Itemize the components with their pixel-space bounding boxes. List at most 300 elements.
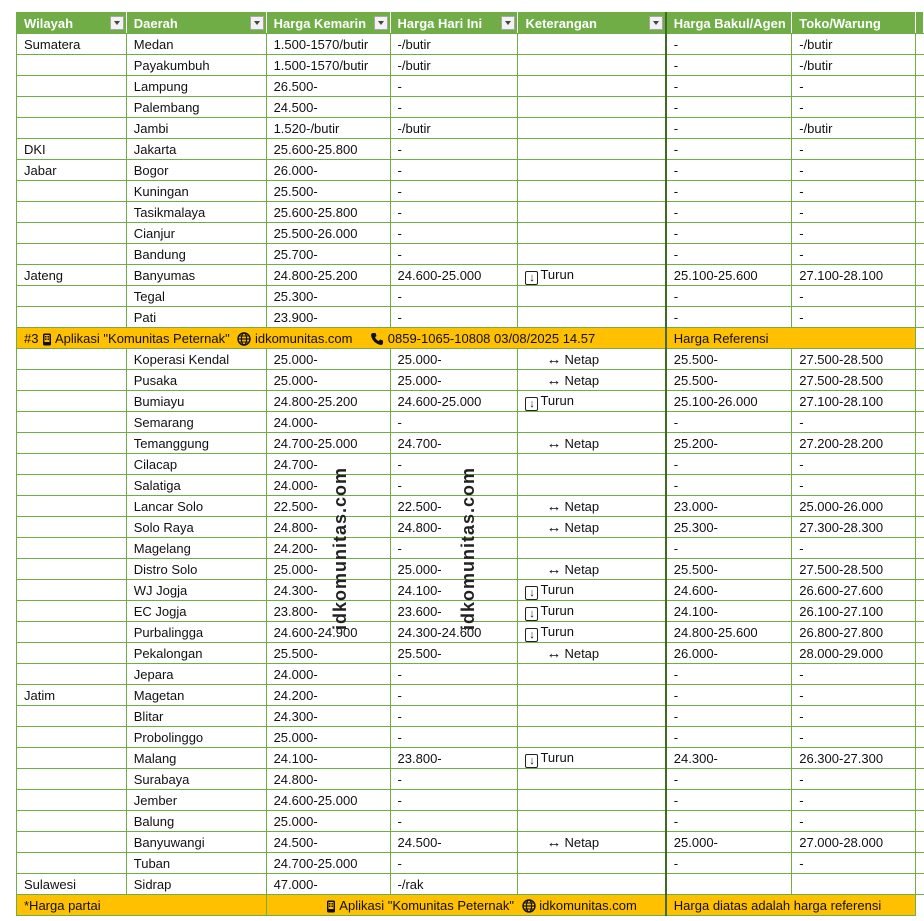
- cell-daerah[interactable]: Distro Solo: [126, 559, 266, 580]
- filter-dropdown-icon[interactable]: [250, 16, 264, 30]
- cell-keterangan[interactable]: [518, 475, 666, 496]
- cell-daerah[interactable]: Lancar Solo: [126, 496, 266, 517]
- cell-daerah[interactable]: Malang: [126, 748, 266, 769]
- cell-wilayah[interactable]: Sumatera: [17, 34, 127, 55]
- cell-wilayah[interactable]: [17, 622, 127, 643]
- cell-keterangan[interactable]: [518, 454, 666, 475]
- cell-harga-kemarin[interactable]: 22.500-: [266, 496, 390, 517]
- cell-harga-bakul[interactable]: 25.100-26.000: [666, 391, 792, 412]
- cell-toko-warung[interactable]: -: [792, 139, 916, 160]
- cell-toko-warung[interactable]: -: [792, 685, 916, 706]
- cell-harga-kemarin[interactable]: 24.600-24.900: [266, 622, 390, 643]
- cell-keterangan[interactable]: [518, 580, 666, 601]
- cell-harga-hari-ini[interactable]: -: [390, 412, 518, 433]
- cell-harga-hari-ini[interactable]: -: [390, 706, 518, 727]
- cell-wilayah[interactable]: [17, 601, 127, 622]
- arrow-left-right-icon: ↔: [546, 560, 562, 578]
- cell-wilayah[interactable]: [17, 664, 127, 685]
- cell-harga-bakul[interactable]: -: [666, 454, 792, 475]
- cell-harga-hari-ini[interactable]: -: [390, 76, 518, 97]
- cell-keterangan[interactable]: [518, 349, 666, 370]
- cell-wilayah[interactable]: [17, 223, 127, 244]
- cell-wilayah[interactable]: [17, 811, 127, 832]
- cell-harga-kemarin[interactable]: 24.300-: [266, 580, 390, 601]
- cell-harga-bakul[interactable]: 24.800-25.600: [666, 622, 792, 643]
- cell-harga-hari-ini[interactable]: -/rak: [390, 874, 518, 895]
- cell-harga-hari-ini[interactable]: 25.000-: [390, 349, 518, 370]
- cell-wilayah[interactable]: [17, 748, 127, 769]
- cell-toko-warung[interactable]: [792, 874, 916, 895]
- cell-harga-bakul[interactable]: 25.100-25.600: [666, 265, 792, 286]
- cell-daerah[interactable]: Jepara: [126, 664, 266, 685]
- cell-keterangan[interactable]: [518, 622, 666, 643]
- cell-harga-bakul[interactable]: -: [666, 664, 792, 685]
- cell-toko-warung[interactable]: -: [792, 790, 916, 811]
- cell-keterangan[interactable]: [518, 139, 666, 160]
- cell-daerah[interactable]: Banyuwangi: [126, 832, 266, 853]
- cell-harga-bakul[interactable]: 23.000-: [666, 496, 792, 517]
- cell-harga-bakul[interactable]: -: [666, 412, 792, 433]
- cell-keterangan[interactable]: [518, 748, 666, 769]
- cell-harga-bakul[interactable]: -: [666, 202, 792, 223]
- cell-toko-warung[interactable]: 28.000-29.000: [792, 643, 916, 664]
- cell-harga-kemarin[interactable]: 47.000-: [266, 874, 390, 895]
- cell-wilayah[interactable]: DKI: [17, 139, 127, 160]
- cell-harga-kemarin[interactable]: 24.500-: [266, 832, 390, 853]
- cell-toko-warung[interactable]: -: [792, 76, 916, 97]
- cell-keterangan[interactable]: [518, 643, 666, 664]
- cell-daerah[interactable]: Banyumas: [126, 265, 266, 286]
- cell-toko-warung[interactable]: -/butir: [792, 34, 916, 55]
- cell-harga-hari-ini[interactable]: -: [390, 790, 518, 811]
- cell-harga-hari-ini[interactable]: 24.300-24.600: [390, 622, 518, 643]
- cell-toko-warung[interactable]: 27.300-28.300: [792, 517, 916, 538]
- cell-keterangan[interactable]: [518, 223, 666, 244]
- cell-daerah[interactable]: Tegal: [126, 286, 266, 307]
- cell-daerah[interactable]: Surabaya: [126, 769, 266, 790]
- cell-harga-hari-ini[interactable]: -: [390, 538, 518, 559]
- cell-harga-kemarin[interactable]: 24.800-25.200: [266, 391, 390, 412]
- cell-harga-bakul[interactable]: 25.200-: [666, 433, 792, 454]
- cell-harga-hari-ini[interactable]: 25.500-: [390, 643, 518, 664]
- cell-harga-bakul[interactable]: -: [666, 307, 792, 328]
- cell-harga-hari-ini[interactable]: 22.500-: [390, 496, 518, 517]
- cell-toko-warung[interactable]: 26.300-27.300: [792, 748, 916, 769]
- cell-toko-warung[interactable]: -: [792, 223, 916, 244]
- cell-wilayah[interactable]: [17, 832, 127, 853]
- cell-toko-warung[interactable]: -: [792, 811, 916, 832]
- cell-spacer: [915, 664, 923, 685]
- cell-daerah[interactable]: Cilacap: [126, 454, 266, 475]
- price-table: [16, 12, 924, 916]
- cell-wilayah[interactable]: [17, 769, 127, 790]
- cell-daerah[interactable]: Medan: [126, 34, 266, 55]
- cell-keterangan[interactable]: [518, 433, 666, 454]
- cell-harga-kemarin[interactable]: 24.600-25.000: [266, 790, 390, 811]
- cell-toko-warung[interactable]: -: [792, 244, 916, 265]
- cell-toko-warung[interactable]: 25.000-26.000: [792, 496, 916, 517]
- cell-keterangan[interactable]: [518, 307, 666, 328]
- cell-harga-kemarin[interactable]: 25.500-: [266, 643, 390, 664]
- cell-harga-hari-ini[interactable]: -: [390, 244, 518, 265]
- cell-daerah[interactable]: Salatiga: [126, 475, 266, 496]
- cell-toko-warung[interactable]: 26.600-27.600: [792, 580, 916, 601]
- banner-phone: 0859-1065-10808: [387, 330, 491, 346]
- cell-spacer: [915, 97, 923, 118]
- cell-harga-hari-ini[interactable]: 24.100-: [390, 580, 518, 601]
- cell-harga-kemarin[interactable]: 25.000-: [266, 370, 390, 391]
- cell-toko-warung[interactable]: -: [792, 853, 916, 874]
- cell-toko-warung[interactable]: -: [792, 412, 916, 433]
- cell-harga-hari-ini[interactable]: -: [390, 202, 518, 223]
- cell-keterangan[interactable]: [518, 664, 666, 685]
- cell-daerah[interactable]: Cianjur: [126, 223, 266, 244]
- cell-harga-bakul[interactable]: -: [666, 538, 792, 559]
- cell-harga-kemarin[interactable]: 25.000-: [266, 559, 390, 580]
- cell-daerah[interactable]: Temanggung: [126, 433, 266, 454]
- cell-keterangan[interactable]: [518, 412, 666, 433]
- cell-harga-bakul[interactable]: 24.100-: [666, 601, 792, 622]
- cell-harga-kemarin[interactable]: 24.800-: [266, 769, 390, 790]
- cell-keterangan[interactable]: [518, 538, 666, 559]
- filter-dropdown-icon[interactable]: [649, 16, 663, 30]
- cell-harga-bakul[interactable]: -: [666, 160, 792, 181]
- cell-harga-hari-ini[interactable]: -: [390, 475, 518, 496]
- table-row: [17, 181, 924, 202]
- cell-harga-bakul[interactable]: -: [666, 475, 792, 496]
- cell-harga-hari-ini[interactable]: -: [390, 160, 518, 181]
- cell-wilayah[interactable]: Jateng: [17, 265, 127, 286]
- cell-toko-warung[interactable]: 26.800-27.800: [792, 622, 916, 643]
- cell-harga-bakul[interactable]: -: [666, 853, 792, 874]
- cell-wilayah[interactable]: [17, 97, 127, 118]
- cell-keterangan[interactable]: [518, 685, 666, 706]
- cell-keterangan[interactable]: [518, 706, 666, 727]
- cell-spacer: [915, 412, 923, 433]
- cell-harga-hari-ini[interactable]: -: [390, 769, 518, 790]
- cell-harga-hari-ini[interactable]: -/butir: [390, 118, 518, 139]
- cell-harga-kemarin[interactable]: 25.000-: [266, 349, 390, 370]
- cell-wilayah[interactable]: [17, 244, 127, 265]
- cell-toko-warung[interactable]: -: [792, 454, 916, 475]
- cell-wilayah[interactable]: [17, 580, 127, 601]
- cell-daerah[interactable]: Solo Raya: [126, 517, 266, 538]
- cell-harga-hari-ini[interactable]: 25.000-: [390, 559, 518, 580]
- cell-harga-kemarin[interactable]: 25.000-: [266, 811, 390, 832]
- cell-daerah[interactable]: Sidrap: [126, 874, 266, 895]
- cell-wilayah[interactable]: [17, 706, 127, 727]
- cell-harga-kemarin[interactable]: 24.700-: [266, 454, 390, 475]
- cell-harga-hari-ini[interactable]: -: [390, 811, 518, 832]
- cell-harga-kemarin[interactable]: 24.800-25.200: [266, 265, 390, 286]
- cell-harga-bakul[interactable]: -: [666, 223, 792, 244]
- cell-harga-hari-ini[interactable]: -: [390, 454, 518, 475]
- cell-wilayah[interactable]: [17, 643, 127, 664]
- cell-daerah[interactable]: Jambi: [126, 118, 266, 139]
- cell-daerah[interactable]: Purbalingga: [126, 622, 266, 643]
- cell-harga-hari-ini[interactable]: -: [390, 286, 518, 307]
- cell-wilayah[interactable]: Sulawesi: [17, 874, 127, 895]
- cell-daerah[interactable]: Lampung: [126, 76, 266, 97]
- cell-toko-warung[interactable]: -: [792, 538, 916, 559]
- cell-harga-kemarin[interactable]: 24.200-: [266, 685, 390, 706]
- table-row: [17, 412, 924, 433]
- cell-harga-hari-ini[interactable]: -/butir: [390, 34, 518, 55]
- cell-keterangan[interactable]: [518, 853, 666, 874]
- cell-wilayah[interactable]: [17, 307, 127, 328]
- cell-keterangan[interactable]: [518, 286, 666, 307]
- cell-daerah[interactable]: Pati: [126, 307, 266, 328]
- cell-wilayah[interactable]: Jabar: [17, 160, 127, 181]
- cell-harga-bakul[interactable]: 25.300-: [666, 517, 792, 538]
- cell-keterangan[interactable]: [518, 34, 666, 55]
- cell-wilayah[interactable]: [17, 559, 127, 580]
- cell-harga-kemarin[interactable]: 25.500-26.000: [266, 223, 390, 244]
- cell-harga-bakul[interactable]: 25.000-: [666, 832, 792, 853]
- cell-toko-warung[interactable]: 27.000-28.000: [792, 832, 916, 853]
- cell-harga-bakul[interactable]: [666, 874, 792, 895]
- cell-daerah[interactable]: Jember: [126, 790, 266, 811]
- cell-harga-hari-ini[interactable]: 23.600-: [390, 601, 518, 622]
- cell-harga-kemarin[interactable]: 24.000-: [266, 664, 390, 685]
- cell-harga-bakul[interactable]: 26.000-: [666, 643, 792, 664]
- cell-harga-kemarin[interactable]: 24.700-25.000: [266, 853, 390, 874]
- cell-keterangan[interactable]: [518, 601, 666, 622]
- cell-harga-kemarin[interactable]: 1.500-1570/butir: [266, 34, 390, 55]
- cell-harga-hari-ini[interactable]: -: [390, 307, 518, 328]
- cell-wilayah[interactable]: [17, 727, 127, 748]
- filter-dropdown-icon[interactable]: [501, 16, 515, 30]
- cell-harga-kemarin[interactable]: 26.500-: [266, 76, 390, 97]
- cell-toko-warung[interactable]: -: [792, 97, 916, 118]
- cell-daerah[interactable]: Magelang: [126, 538, 266, 559]
- cell-toko-warung[interactable]: 27.100-28.100: [792, 265, 916, 286]
- cell-harga-bakul[interactable]: -: [666, 55, 792, 76]
- cell-wilayah[interactable]: [17, 202, 127, 223]
- cell-keterangan[interactable]: [518, 790, 666, 811]
- cell-wilayah[interactable]: [17, 790, 127, 811]
- cell-toko-warung[interactable]: 27.500-28.500: [792, 559, 916, 580]
- table-row: [17, 97, 924, 118]
- cell-keterangan[interactable]: [518, 559, 666, 580]
- cell-daerah[interactable]: Balung: [126, 811, 266, 832]
- cell-harga-hari-ini[interactable]: -: [390, 181, 518, 202]
- cell-harga-hari-ini[interactable]: -: [390, 139, 518, 160]
- cell-wilayah[interactable]: [17, 496, 127, 517]
- cell-keterangan[interactable]: [518, 244, 666, 265]
- cell-harga-hari-ini[interactable]: 24.500-: [390, 832, 518, 853]
- cell-harga-hari-ini[interactable]: -/butir: [390, 55, 518, 76]
- cell-daerah[interactable]: EC Jogja: [126, 601, 266, 622]
- cell-toko-warung[interactable]: 27.500-28.500: [792, 370, 916, 391]
- cell-spacer: [915, 76, 923, 97]
- cell-daerah[interactable]: Tuban: [126, 853, 266, 874]
- filter-dropdown-icon[interactable]: [110, 16, 124, 30]
- cell-daerah[interactable]: Pusaka: [126, 370, 266, 391]
- cell-harga-bakul[interactable]: 24.600-: [666, 580, 792, 601]
- cell-harga-kemarin[interactable]: 26.000-: [266, 160, 390, 181]
- cell-harga-kemarin[interactable]: 25.700-: [266, 244, 390, 265]
- cell-keterangan[interactable]: [518, 370, 666, 391]
- cell-harga-kemarin[interactable]: 24.000-: [266, 475, 390, 496]
- cell-keterangan[interactable]: [518, 160, 666, 181]
- cell-wilayah[interactable]: [17, 391, 127, 412]
- cell-toko-warung[interactable]: -: [792, 727, 916, 748]
- cell-keterangan[interactable]: [518, 265, 666, 286]
- cell-toko-warung[interactable]: -: [792, 307, 916, 328]
- cell-harga-bakul[interactable]: -: [666, 118, 792, 139]
- cell-keterangan[interactable]: [518, 97, 666, 118]
- cell-wilayah[interactable]: [17, 475, 127, 496]
- cell-wilayah[interactable]: [17, 286, 127, 307]
- cell-daerah[interactable]: Kuningan: [126, 181, 266, 202]
- cell-wilayah[interactable]: [17, 349, 127, 370]
- cell-wilayah[interactable]: [17, 55, 127, 76]
- cell-harga-bakul[interactable]: -: [666, 286, 792, 307]
- cell-harga-bakul[interactable]: 25.500-: [666, 559, 792, 580]
- cell-daerah[interactable]: Tasikmalaya: [126, 202, 266, 223]
- cell-daerah[interactable]: Bandung: [126, 244, 266, 265]
- cell-toko-warung[interactable]: -: [792, 181, 916, 202]
- cell-keterangan[interactable]: [518, 811, 666, 832]
- cell-harga-kemarin[interactable]: 25.500-: [266, 181, 390, 202]
- cell-harga-hari-ini[interactable]: 24.700-: [390, 433, 518, 454]
- cell-wilayah[interactable]: [17, 853, 127, 874]
- cell-wilayah[interactable]: [17, 538, 127, 559]
- cell-wilayah[interactable]: [17, 181, 127, 202]
- cell-daerah[interactable]: WJ Jogja: [126, 580, 266, 601]
- cell-harga-kemarin[interactable]: 24.300-: [266, 706, 390, 727]
- cell-toko-warung[interactable]: 26.100-27.100: [792, 601, 916, 622]
- cell-harga-hari-ini[interactable]: 23.800-: [390, 748, 518, 769]
- cell-harga-kemarin[interactable]: 1.500-1570/butir: [266, 55, 390, 76]
- cell-harga-hari-ini[interactable]: -: [390, 97, 518, 118]
- cell-toko-warung[interactable]: -/butir: [792, 55, 916, 76]
- cell-harga-kemarin[interactable]: 24.200-: [266, 538, 390, 559]
- cell-harga-hari-ini[interactable]: -: [390, 853, 518, 874]
- cell-toko-warung[interactable]: 27.100-28.100: [792, 391, 916, 412]
- cell-harga-hari-ini[interactable]: 25.000-: [390, 370, 518, 391]
- cell-harga-hari-ini[interactable]: -: [390, 664, 518, 685]
- cell-daerah[interactable]: Bogor: [126, 160, 266, 181]
- cell-toko-warung[interactable]: -: [792, 160, 916, 181]
- cell-harga-kemarin[interactable]: 24.800-: [266, 517, 390, 538]
- cell-harga-bakul[interactable]: -: [666, 706, 792, 727]
- cell-toko-warung[interactable]: -: [792, 202, 916, 223]
- cell-daerah[interactable]: Magetan: [126, 685, 266, 706]
- cell-harga-bakul[interactable]: -: [666, 34, 792, 55]
- cell-harga-hari-ini[interactable]: 24.800-: [390, 517, 518, 538]
- cell-keterangan[interactable]: [518, 391, 666, 412]
- cell-keterangan[interactable]: [518, 118, 666, 139]
- cell-harga-hari-ini[interactable]: -: [390, 223, 518, 244]
- cell-spacer: [915, 538, 923, 559]
- cell-daerah[interactable]: Palembang: [126, 97, 266, 118]
- cell-harga-kemarin[interactable]: 24.000-: [266, 412, 390, 433]
- cell-harga-bakul[interactable]: -: [666, 181, 792, 202]
- cell-wilayah[interactable]: [17, 433, 127, 454]
- cell-wilayah[interactable]: [17, 76, 127, 97]
- cell-keterangan[interactable]: [518, 76, 666, 97]
- cell-toko-warung[interactable]: -: [792, 286, 916, 307]
- cell-wilayah[interactable]: [17, 454, 127, 475]
- cell-harga-kemarin[interactable]: 23.800-: [266, 601, 390, 622]
- cell-harga-kemarin[interactable]: 24.100-: [266, 748, 390, 769]
- cell-keterangan[interactable]: [518, 769, 666, 790]
- cell-toko-warung[interactable]: -: [792, 769, 916, 790]
- cell-toko-warung[interactable]: -: [792, 664, 916, 685]
- cell-harga-bakul[interactable]: -: [666, 244, 792, 265]
- table-row: [17, 685, 924, 706]
- cell-wilayah[interactable]: [17, 118, 127, 139]
- cell-harga-kemarin[interactable]: 23.900-: [266, 307, 390, 328]
- cell-harga-bakul[interactable]: -: [666, 685, 792, 706]
- cell-daerah[interactable]: Semarang: [126, 412, 266, 433]
- cell-harga-kemarin[interactable]: 25.300-: [266, 286, 390, 307]
- cell-harga-hari-ini[interactable]: 24.600-25.000: [390, 391, 518, 412]
- cell-daerah[interactable]: Probolinggo: [126, 727, 266, 748]
- cell-harga-bakul[interactable]: 25.500-: [666, 370, 792, 391]
- cell-harga-bakul[interactable]: -: [666, 811, 792, 832]
- cell-harga-bakul[interactable]: -: [666, 727, 792, 748]
- footer-site[interactable]: idkomunitas.com: [539, 897, 637, 913]
- cell-harga-kemarin[interactable]: 24.700-25.000: [266, 433, 390, 454]
- cell-toko-warung[interactable]: -/butir: [792, 118, 916, 139]
- cell-keterangan[interactable]: [518, 874, 666, 895]
- cell-toko-warung[interactable]: -: [792, 706, 916, 727]
- cell-harga-hari-ini[interactable]: 24.600-25.000: [390, 265, 518, 286]
- cell-wilayah[interactable]: [17, 412, 127, 433]
- cell-harga-kemarin[interactable]: 25.000-: [266, 727, 390, 748]
- cell-keterangan[interactable]: [518, 202, 666, 223]
- cell-wilayah[interactable]: Jatim: [17, 685, 127, 706]
- cell-harga-kemarin[interactable]: 25.600-25.800: [266, 202, 390, 223]
- banner-site[interactable]: idkomunitas.com: [254, 330, 353, 346]
- cell-harga-kemarin[interactable]: 1.520-/butir: [266, 118, 390, 139]
- cell-daerah[interactable]: Payakumbuh: [126, 55, 266, 76]
- cell-keterangan[interactable]: [518, 496, 666, 517]
- cell-harga-bakul[interactable]: 25.500-: [666, 349, 792, 370]
- cell-daerah[interactable]: Jakarta: [126, 139, 266, 160]
- cell-harga-bakul[interactable]: 24.300-: [666, 748, 792, 769]
- cell-keterangan[interactable]: [518, 832, 666, 853]
- cell-harga-bakul[interactable]: -: [666, 97, 792, 118]
- cell-wilayah[interactable]: [17, 517, 127, 538]
- cell-harga-bakul[interactable]: -: [666, 769, 792, 790]
- cell-harga-hari-ini[interactable]: -: [390, 727, 518, 748]
- cell-harga-kemarin[interactable]: 25.600-25.800: [266, 139, 390, 160]
- cell-toko-warung[interactable]: -: [792, 475, 916, 496]
- cell-daerah[interactable]: Koperasi Kendal: [126, 349, 266, 370]
- cell-daerah[interactable]: Blitar: [126, 706, 266, 727]
- cell-harga-bakul[interactable]: -: [666, 790, 792, 811]
- cell-toko-warung[interactable]: 27.200-28.200: [792, 433, 916, 454]
- cell-toko-warung[interactable]: 27.500-28.500: [792, 349, 916, 370]
- cell-harga-bakul[interactable]: -: [666, 139, 792, 160]
- cell-daerah[interactable]: Bumiayu: [126, 391, 266, 412]
- cell-harga-bakul[interactable]: -: [666, 76, 792, 97]
- footer-note: *Harga partai: [17, 895, 267, 916]
- cell-daerah[interactable]: Pekalongan: [126, 643, 266, 664]
- cell-wilayah[interactable]: [17, 370, 127, 391]
- cell-keterangan[interactable]: [518, 727, 666, 748]
- filter-dropdown-icon[interactable]: [374, 16, 388, 30]
- cell-keterangan[interactable]: [518, 517, 666, 538]
- cell-keterangan[interactable]: [518, 55, 666, 76]
- cell-harga-hari-ini[interactable]: -: [390, 685, 518, 706]
- cell-keterangan[interactable]: [518, 181, 666, 202]
- cell-harga-kemarin[interactable]: 24.500-: [266, 97, 390, 118]
